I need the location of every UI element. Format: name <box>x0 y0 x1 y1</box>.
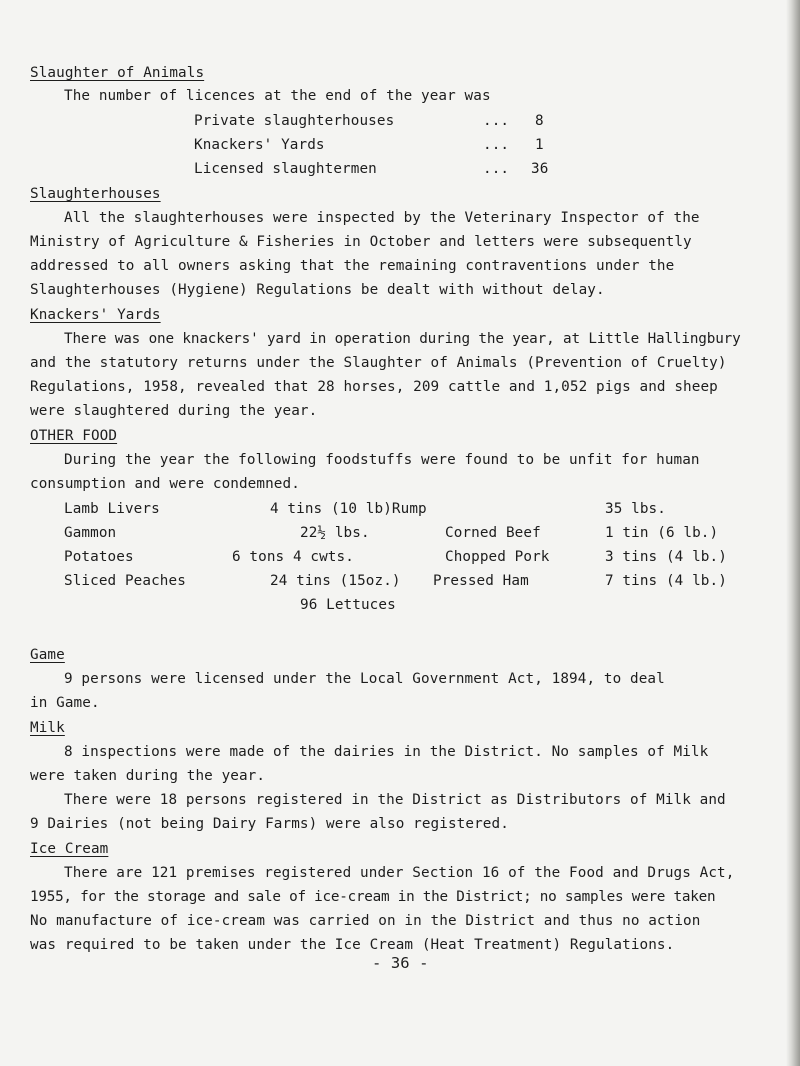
ice-cream-text: No manufacture of ice-cream was carried on in the District and thus no action <box>30 913 701 929</box>
licence-value: 36 <box>531 161 549 177</box>
slaughterhouses-text: All the slaughterhouses were inspected by the Veterinary Inspector of the <box>64 210 700 226</box>
licence-value: 8 <box>535 113 544 129</box>
licence-label: Licensed slaughtermen <box>194 161 377 177</box>
food-item-secondary: Corned Beef <box>445 525 541 541</box>
food-quantity-secondary: 3 tins (4 lb.) <box>605 549 727 565</box>
knackers-text: There was one knackers' yard in operation during the year, at Little Hallingbury <box>64 331 741 347</box>
knackers-text: and the statutory returns under the Slaughter of Animals (Prevention of Cruelty) <box>30 355 727 371</box>
food-item-lettuces: 96 Lettuces <box>300 597 396 613</box>
slaughter-heading: Slaughter of Animals <box>30 65 205 81</box>
licence-label: Knackers' Yards <box>194 137 325 153</box>
page-edge-shadow <box>786 0 800 1066</box>
milk-heading: Milk <box>30 720 65 736</box>
ice-cream-text: 1955, for the storage and sale of ice-cream in the District; no samples were taken <box>30 889 716 905</box>
food-item: Gammon <box>64 525 117 541</box>
game-text: 9 persons were licensed under the Local Government Act, 1894, to deal <box>64 671 665 687</box>
food-quantity-secondary: 35 lbs. <box>605 501 666 517</box>
milk-text: There were 18 persons registered in the District as Distributors of Milk and <box>64 792 726 808</box>
slaughterhouses-heading: Slaughterhouses <box>30 186 161 202</box>
ice-cream-text: was required to be taken under the Ice Cream (Heat Treatment) Regulations. <box>30 937 675 953</box>
other-food-text: consumption and were condemned. <box>30 476 300 492</box>
knackers-heading: Knackers' Yards <box>30 307 161 323</box>
food-quantity-secondary: 1 tin (6 lb.) <box>605 525 719 541</box>
licences-intro: The number of licences at the end of the year was <box>64 88 491 104</box>
other-food-text: During the year the following foodstuffs were found to be unfit for human <box>64 452 700 468</box>
food-quantity: 4 tins (10 lb)Rump <box>270 501 427 517</box>
licence-dots: ... <box>483 137 510 153</box>
food-quantity: 22½ lbs. <box>300 525 370 541</box>
food-item-secondary: Chopped Pork <box>445 549 550 565</box>
food-item: Potatoes <box>64 549 134 565</box>
slaughterhouses-text: addressed to all owners asking that the remaining contraventions under the <box>30 258 675 274</box>
food-item: Lamb Livers <box>64 501 160 517</box>
milk-text: were taken during the year. <box>30 768 266 784</box>
slaughterhouses-text: Slaughterhouses (Hygiene) Regulations be dealt with without delay. <box>30 282 605 298</box>
licence-label: Private slaughterhouses <box>194 113 395 129</box>
knackers-text: Regulations, 1958, revealed that 28 horses, 209 cattle and 1,052 pigs and sheep <box>30 379 718 395</box>
food-quantity-secondary: 7 tins (4 lb.) <box>605 573 727 589</box>
food-quantity: 24 tins (15oz.) <box>270 573 401 589</box>
ice-cream-heading: Ice Cream <box>30 841 109 857</box>
slaughterhouses-text: Ministry of Agriculture & Fisheries in October and letters were subsequently <box>30 234 692 250</box>
licence-dots: ... <box>483 161 510 177</box>
licence-value: 1 <box>535 137 544 153</box>
food-quantity: 6 tons 4 cwts. <box>232 549 354 565</box>
licence-dots: ... <box>483 113 510 129</box>
page-number: - 36 - <box>372 954 429 972</box>
ice-cream-text: There are 121 premises registered under Section 16 of the Food and Drugs Act, <box>64 865 735 881</box>
game-text: in Game. <box>30 695 100 711</box>
milk-text: 9 Dairies (not being Dairy Farms) were also registered. <box>30 816 509 832</box>
knackers-text: were slaughtered during the year. <box>30 403 318 419</box>
food-item: Sliced Peaches <box>64 573 186 589</box>
food-item-secondary: Pressed Ham <box>433 573 529 589</box>
other-food-heading: OTHER FOOD <box>30 428 118 444</box>
milk-text: 8 inspections were made of the dairies in the District. No samples of Milk <box>64 744 709 760</box>
game-heading: Game <box>30 647 65 663</box>
